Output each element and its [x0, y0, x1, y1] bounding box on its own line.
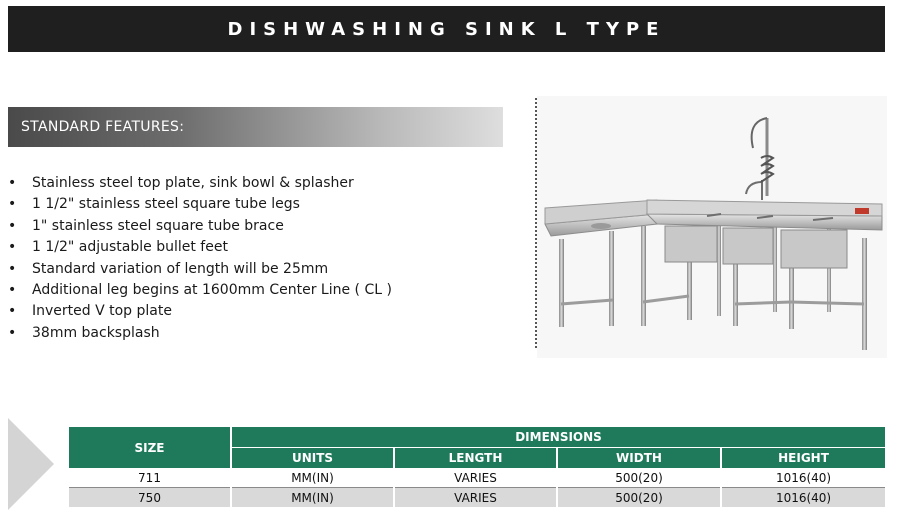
chevron-right-icon [8, 418, 54, 510]
cell-units: MM(IN) [231, 488, 394, 508]
bullet-icon: • [8, 303, 17, 320]
standard-features-label: STANDARD FEATURES: [21, 119, 185, 135]
cell-size: 711 [69, 468, 231, 488]
dimensions-header: DIMENSIONS [231, 427, 885, 448]
column-header-units: UNITS [231, 448, 394, 469]
feature-text: 38mm backsplash [32, 324, 160, 341]
feature-text: 1 1/2" stainless steel square tube legs [32, 196, 300, 213]
product-image [537, 96, 887, 358]
cell-width: 500(20) [557, 488, 721, 508]
page-title: DISHWASHING SINK L TYPE [227, 18, 666, 40]
feature-text: Stainless steel top plate, sink bowl & splasher [32, 175, 354, 191]
bullet-icon: • [8, 239, 17, 256]
column-header-height: HEIGHT [721, 448, 885, 469]
brand-label [855, 208, 869, 214]
bullet-icon: • [8, 217, 17, 234]
feature-item [8, 217, 392, 238]
bullet-icon: • [8, 281, 17, 298]
bullet-icon: • [8, 260, 17, 277]
bullet-icon: • [8, 324, 17, 341]
table-row [69, 468, 885, 488]
bullet-icon: • [8, 196, 17, 213]
size-header: SIZE [69, 427, 231, 468]
column-header-length: LENGTH [394, 448, 557, 469]
feature-item [8, 195, 392, 216]
feature-text: 1" stainless steel square tube brace [32, 217, 284, 234]
cell-height: 1016(40) [721, 468, 885, 488]
feature-text: Inverted V top plate [32, 303, 172, 320]
drain-hole [591, 223, 611, 229]
bullet-icon: • [8, 175, 17, 191]
title-bar [8, 6, 885, 52]
cell-width: 500(20) [557, 468, 721, 488]
table-row [69, 488, 885, 508]
cell-length: VARIES [394, 488, 557, 508]
cell-length: VARIES [394, 468, 557, 488]
feature-item [8, 324, 392, 345]
feature-text: Standard variation of length will be 25mm [32, 260, 329, 277]
dimensions-table [69, 427, 885, 507]
feature-text: 1 1/2" adjustable bullet feet [32, 239, 228, 256]
cell-size: 750 [69, 488, 231, 508]
feature-item [8, 302, 392, 323]
cell-units: MM(IN) [231, 468, 394, 488]
cell-height: 1016(40) [721, 488, 885, 508]
feature-text: Additional leg begins at 1600mm Center Line ( CL ) [32, 281, 392, 298]
feature-item [8, 281, 392, 302]
column-header-width: WIDTH [557, 448, 721, 469]
feature-item [8, 238, 392, 259]
feature-item [8, 174, 392, 195]
features-list [8, 174, 392, 345]
sink-bowls [665, 226, 847, 268]
feature-item [8, 260, 392, 281]
standard-features-header [8, 107, 503, 147]
